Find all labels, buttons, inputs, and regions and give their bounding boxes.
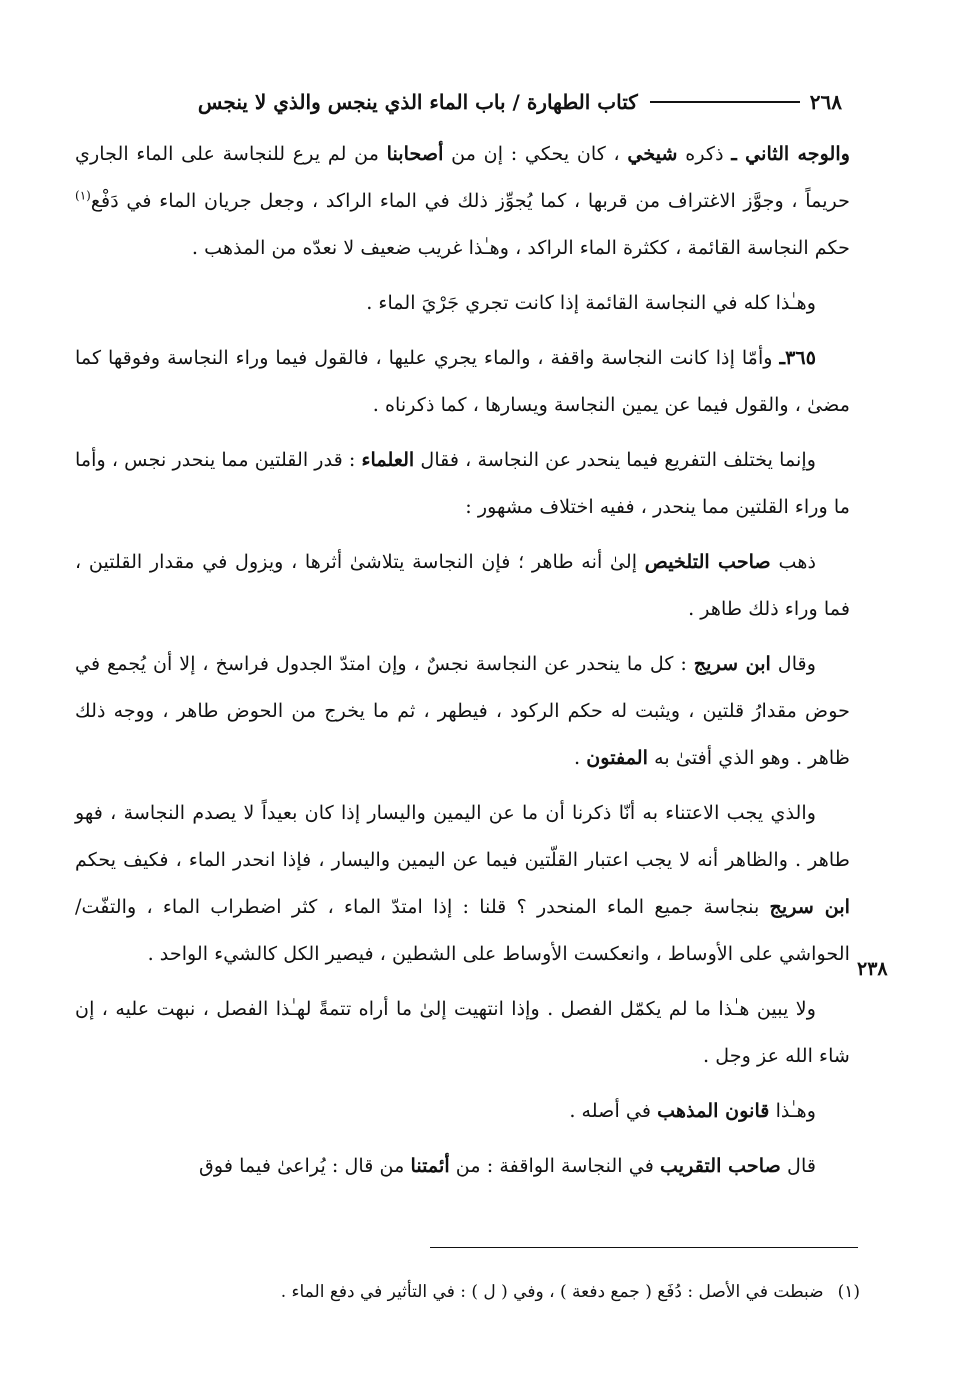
paragraph-10 (75, 1142, 850, 1189)
text-run: ذهب (770, 550, 816, 573)
text-run: في النجاسة الواقفة : من (449, 1154, 660, 1177)
paragraph-1 (75, 130, 850, 271)
text-run: ، كان يحكي : إن من (443, 142, 628, 165)
paragraph-9 (75, 1087, 850, 1134)
text-run: : كل ما ينحدر عن النجاسة نجسٌ ، وإن امتدّ الجدول فراسخ ، إلا أن يُجمع في حوض مقدارُ قلتين ، ويثبت له حكم الركود ، فيطهر ، ثم ما يخرج من الحوض طاهر ، ووجه ذلك ظاهر . وهو الذي أفتىٰ به (75, 652, 850, 769)
text-run: من قال : يُراعىٰ فيما فوق (199, 1154, 411, 1177)
main-text (75, 130, 850, 1197)
header-rule (650, 101, 800, 103)
paragraph-8: ولا يبين هـٰذا ما لم يكمّل الفصل . وإذا انتهيت إلىٰ ما أراه تتمةً لهـٰذا الفصل ، نبهت عليه ، إن شاء الله عز وجل . (75, 997, 850, 1067)
text-run: : قدر القلتين مما ينحدر نجس ، وأما ما وراء القلتين مما ينحدر ، ففيه اختلاف مشهور : (75, 448, 850, 518)
bold-name: أصحابنا (386, 142, 444, 165)
page-number: ٢٦٨ (809, 90, 842, 114)
bold-name: أئمتنا (410, 1154, 450, 1177)
bold-name: المفتون (586, 746, 648, 769)
bold-phrase: والوجه الثاني ـ (731, 142, 850, 165)
page-header (72, 82, 842, 122)
margin-page-number: ٢٣٨ (857, 958, 888, 980)
text-run: وأمّا إذا كانت النجاسة واقفة ، والماء يجري عليها ، فالقول فيما وراء النجاسة وفوقها كما مضىٰ ، والقول فيما عن يمين النجاسة ويسارها ، كما ذكرناه . (75, 346, 850, 416)
paragraph-5 (75, 538, 850, 632)
text-run: حكم النجاسة القائمة ، ككثرة الماء الراكد ، وهـٰذا غريب ضعيف لا نعدّه من المذهب . (191, 236, 850, 259)
bold-name: صاحب التقريب (659, 1154, 781, 1177)
bold-name: ابن سريج (693, 652, 771, 675)
paragraph-2: وهـٰذا كله في النجاسة القائمة إذا كانت تجري جَرْيَ الماء . (366, 291, 816, 314)
text-run: من لم يرع للنجاسة على الماء الجاري حريماً ، وجوَّز الاغتراف من قربها ، كما يُجوِّز ذلك في الماء الراكد ، وجعل جريان الماء في دَفْع (75, 142, 850, 212)
paragraph-7 (75, 789, 850, 977)
footnote-text: ضبطت في الأصل : دُفَع ( جمع دفعة ) ، وفي ( ل ) : في التأثير في دفع الماء . (280, 1282, 824, 1302)
text-run: في أصله . (569, 1099, 658, 1122)
text-run: ذكره (677, 142, 732, 165)
bold-name: العلماء (361, 448, 415, 471)
text-run: وقال (770, 652, 816, 675)
text-run: . (574, 746, 587, 769)
paragraph-6 (75, 640, 850, 781)
paragraph-3 (75, 334, 850, 428)
footnote (100, 1278, 860, 1306)
bold-name: قانون المذهب (657, 1099, 770, 1122)
text-run: بنجاسة جميع الماء المنحدر ؟ قلنا : إذا امتدّ الماء ، كثر اضطراب الماء ، والتفّت/ الحواشي على الأوساط ، وانعكست الأوساط على الشطين ، فيصير الكل كالشيء الواحد . (75, 895, 850, 965)
bold-name: شيخي (627, 142, 678, 165)
paragraph-4 (75, 436, 850, 530)
text-run: قال (780, 1154, 816, 1177)
footnote-reference: (١) (75, 188, 91, 203)
section-number: ٣٦٥ـ (779, 346, 816, 369)
bold-name: صاحب التلخيص (644, 550, 771, 573)
footnote-divider (430, 1247, 858, 1248)
text-run: إلىٰ أنه طاهر ؛ فإن النجاسة يتلاشىٰ أثرها ، ويزول في مقدار القلتين ، فما وراء ذلك طاهر . (75, 550, 850, 620)
footnote-mark: (١) (837, 1282, 860, 1302)
text-run: والذي يجب الاعتناء به أنّا ذكرنا أن ما عن اليمين واليسار إذا كان بعيداً لا يصدم النجاسة ، فهو طاهر . والظاهر أنه لا يجب اعتبار القلّتين فيما عن اليمين واليسار ، فإذا انحدر الماء ، فكيف يحكم (75, 801, 850, 871)
text-run: وهـٰذا (769, 1099, 816, 1122)
bold-name: ابن سريج (769, 895, 850, 918)
text-run: وإنما يختلف التفريع فيما ينحدر عن النجاسة ، فقال (414, 448, 816, 471)
running-title: كتاب الطهارة / باب الماء الذي ينجس والذي لا ينجس (197, 90, 638, 114)
